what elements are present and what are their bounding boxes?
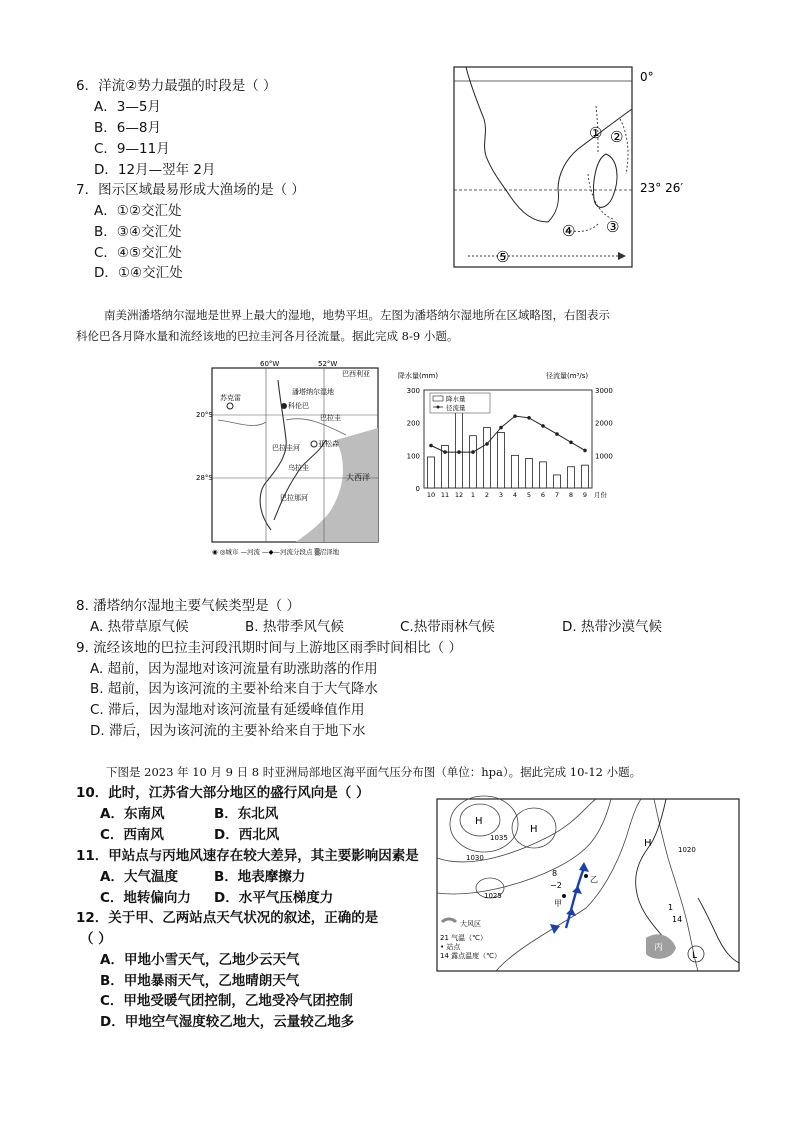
current-1-label: ① (589, 124, 603, 142)
lat-20s-label: 20°S (196, 411, 213, 419)
current-4-label: ④ (562, 222, 576, 240)
chart-ylabel-right: 径流量(m³/s) (546, 372, 589, 380)
continent-outline (454, 67, 632, 222)
runoff-point (471, 450, 475, 454)
station-jia-label: 甲 (554, 899, 562, 908)
legend-temp: 21 气温（℃） (440, 934, 487, 942)
chart-xlabel: 月份 (594, 491, 607, 499)
low-label: L (692, 951, 698, 961)
temp-8-label: 8 (552, 869, 558, 878)
q7-option-b[interactable]: B．③④交汇处 (94, 224, 182, 240)
chart-xtick-label: 11 (440, 491, 450, 499)
q9-option-c[interactable]: C. 滞后，因为湿地对该河流量有延缓峰值作用 (90, 702, 365, 718)
chart-xtick-label: 4 (512, 491, 518, 499)
high-label-1: H (475, 816, 483, 827)
station-bing-label: 丙 (654, 943, 664, 953)
q12-paren: （ ） (80, 931, 112, 947)
chart-xtick-label: 6 (540, 491, 546, 499)
q8-option-a[interactable]: A. 热带草原气候 (90, 619, 189, 635)
q8-option-d[interactable]: D. 热带沙漠气候 (562, 619, 662, 635)
current-3-label: ③ (606, 218, 620, 236)
intro-8-9-line1: 南美洲潘塔纳尔湿地是世界上最大的湿地，地势平坦。左图为潘塔纳尔湿地所在区域略图，右图表示 (104, 308, 610, 322)
q11-option-c[interactable]: C．地转偏向力 (100, 890, 191, 906)
dew-minus2-label: −2 (550, 881, 562, 890)
station-jia-dot (562, 894, 566, 898)
lat-28s-label: 28°S (196, 474, 213, 482)
legend-gale: 大风区 (460, 920, 481, 928)
legend-precip-label: 降水量 (446, 395, 466, 403)
chart-ytick-right: 2000 (595, 419, 613, 428)
q12-option-c[interactable]: C．甲地受暖气团控制，乙地受冷气团控制 (100, 993, 353, 1009)
q7-stem: 7．图示区域最易形成大渔场的是（ ） (76, 182, 305, 198)
q10-stem: 10．此时，江苏省大部分地区的盛行风向是（ ） (76, 785, 370, 801)
map-frame (454, 67, 632, 267)
asuncion-label: 亚松森 (318, 440, 339, 448)
precip-bar (470, 436, 477, 488)
runoff-point (583, 449, 587, 453)
q12-stem: 12．关于甲、乙两站点天气状况的叙述，正确的是 (76, 910, 379, 926)
chart-ylabel-left: 降水量(mm) (398, 372, 439, 380)
q8-stem: 8. 潘塔纳尔湿地主要气候类型是（ ） (76, 598, 300, 614)
legend-station: • 站点 (440, 943, 461, 951)
q9-stem: 9. 流经该地的巴拉圭河段汛期时间与上游地区雨季时间相比（ ） (76, 640, 462, 656)
paraguay-country-label: 巴拉圭 (320, 414, 341, 422)
sucre-label: 苏克雷 (220, 394, 241, 402)
current-3-path (588, 174, 613, 219)
runoff-point (457, 450, 461, 454)
pantanal-map (196, 360, 388, 560)
q6-option-b[interactable]: B．6—8月 (94, 120, 161, 136)
q6-option-c[interactable]: C．9—11月 (94, 141, 170, 157)
chart-xtick-label: 5 (526, 491, 532, 499)
lat-0-label: 0° (640, 70, 654, 84)
runoff-point (513, 414, 517, 418)
lon-52w-label: 52°W (318, 360, 338, 368)
precip-bar (540, 462, 547, 488)
q9-option-a[interactable]: A. 超前，因为湿地对该河流量有助涨助落的作用 (90, 661, 378, 677)
corumba-label: 科伦巴 (288, 402, 309, 410)
q10-option-b[interactable]: B．东北风 (214, 806, 279, 822)
parana-river-label: 巴拉那河 (280, 494, 308, 502)
precip-bar (456, 410, 463, 488)
isobar-1025-label: 1025 (484, 892, 502, 900)
q8-option-b[interactable]: B. 热带季风气候 (245, 619, 344, 635)
q10-option-a[interactable]: A．东南风 (100, 806, 165, 822)
intro-8-9-line2: 科伦巴各月降水量和流经该地的巴拉圭河各月径流量。据此完成 8-9 小题。 (76, 329, 459, 343)
chart-ytick-left: 300 (406, 387, 420, 395)
chart-xtick-label: 12 (454, 491, 464, 499)
runoff-line (431, 416, 585, 452)
precip-bar (568, 467, 575, 488)
q11-option-d[interactable]: D．水平气压梯度力 (214, 890, 334, 906)
isobar-1030-label: 1030 (466, 854, 484, 862)
brasilia-label: 巴西利亚 (342, 370, 370, 378)
chart-xtick-label: 9 (582, 491, 588, 499)
chart-xtick-label: 10 (426, 491, 436, 499)
runoff-point (485, 442, 489, 446)
legend-line-dot (437, 406, 440, 409)
legend-dew: 14 露点温度（℃） (440, 952, 501, 960)
lat-2326-label: 23° 26′ (640, 181, 684, 195)
high-label-3: H (644, 838, 652, 849)
island-outline (594, 154, 618, 207)
legend-runoff-label: 径流量 (446, 404, 466, 412)
chart-xtick-label: 7 (554, 491, 560, 499)
isobar-1020-label: 1020 (678, 846, 696, 854)
q12-option-a[interactable]: A．甲地小雪天气，乙地少云天气 (100, 952, 300, 968)
temp-14-label: 14 (672, 915, 683, 924)
chart-xtick-label: 2 (484, 491, 490, 499)
legend-bar-swatch (433, 396, 443, 401)
current-5-label: ⑤ (496, 248, 510, 266)
chart-ytick-right: 3000 (595, 387, 613, 395)
runoff-point (499, 426, 503, 430)
chart-xtick-label: 1 (470, 491, 476, 499)
runoff-point (429, 444, 433, 448)
temp-1-label: 1 (668, 903, 674, 912)
runoff-point (443, 450, 447, 454)
wetland-label: 潘塔纳尔湿地 (292, 388, 334, 396)
q9-option-b[interactable]: B. 超前，因为该河流的主要补给来自于大气降水 (90, 681, 378, 697)
ocean-current-map (448, 64, 684, 274)
q12-option-d[interactable]: D．甲地空气湿度较乙地大，云量较乙地多 (100, 1014, 355, 1030)
ocean-label: 大西洋 (346, 473, 370, 482)
intro-10-12: 下图是 2023 年 10 月 9 日 8 时亚洲局部地区海平面气压分布图（单位：hpa）。据此完成 10-12 小题。 (106, 765, 642, 779)
climate-chart (396, 368, 614, 508)
q11-option-a[interactable]: A．大气温度 (100, 869, 178, 885)
precip-bar (554, 475, 561, 488)
chart-xtick-label: 8 (568, 491, 574, 499)
chart-ytick-right: 1000 (595, 452, 613, 461)
pressure-map (436, 798, 740, 972)
precip-bar (512, 455, 519, 488)
uruguay-country-label: 乌拉圭 (288, 464, 309, 472)
chart-ytick-left: 100 (406, 452, 420, 461)
isobar-1035-label: 1035 (490, 834, 508, 842)
q12-option-b[interactable]: B．甲地暴雨天气，乙地晴朗天气 (100, 973, 300, 989)
precip-bar (498, 432, 505, 488)
q6-option-d[interactable]: D．12月—翌年 2月 (94, 162, 216, 178)
q7-option-c[interactable]: C．④⑤交汇处 (94, 245, 182, 261)
q10-option-c[interactable]: C．西南风 (100, 827, 164, 843)
chart-ytick-left: 0 (415, 485, 420, 493)
q11-option-b[interactable]: B．地表摩擦力 (214, 869, 306, 885)
paraguay-river-label: 巴拉圭河 (272, 444, 300, 452)
q6-option-a[interactable]: A．3—5月 (94, 99, 161, 115)
precip-bar (484, 428, 491, 488)
station-yi-label: 乙 (590, 875, 598, 884)
q11-stem: 11．甲站点与丙地风速存在较大差异，其主要影响因素是 (76, 848, 419, 864)
q7-option-a[interactable]: A．①②交汇处 (94, 203, 182, 219)
lon-60w-label: 60°W (260, 360, 280, 368)
q8-option-c[interactable]: C.热带雨林气候 (400, 619, 495, 635)
q9-option-d[interactable]: D. 滞后，因为该河流的主要补给来自于地下水 (90, 723, 366, 739)
map2-legend: ◉ ◎城市 —河流 —◆—河流分段点 ▒沼泽地 (212, 548, 340, 556)
precip-bar (526, 459, 533, 488)
runoff-point (527, 416, 531, 420)
q10-option-d[interactable]: D．西北风 (214, 827, 280, 843)
q7-option-d[interactable]: D．①④交汇处 (94, 265, 183, 281)
current-2-label: ② (610, 128, 624, 146)
runoff-point (541, 424, 545, 428)
precip-bar (428, 457, 435, 488)
high-label-2: H (530, 824, 538, 835)
runoff-point (569, 440, 573, 444)
chart-xtick-label: 3 (498, 491, 504, 499)
station-yi-dot (584, 874, 588, 878)
chart-ytick-left: 200 (406, 419, 420, 428)
precip-bar (582, 465, 589, 488)
runoff-point (555, 432, 559, 436)
q6-stem: 6．洋流②势力最强的时段是（ ） (76, 78, 277, 94)
current-5-arrow (618, 252, 626, 260)
city-corumba-marker (281, 403, 287, 409)
